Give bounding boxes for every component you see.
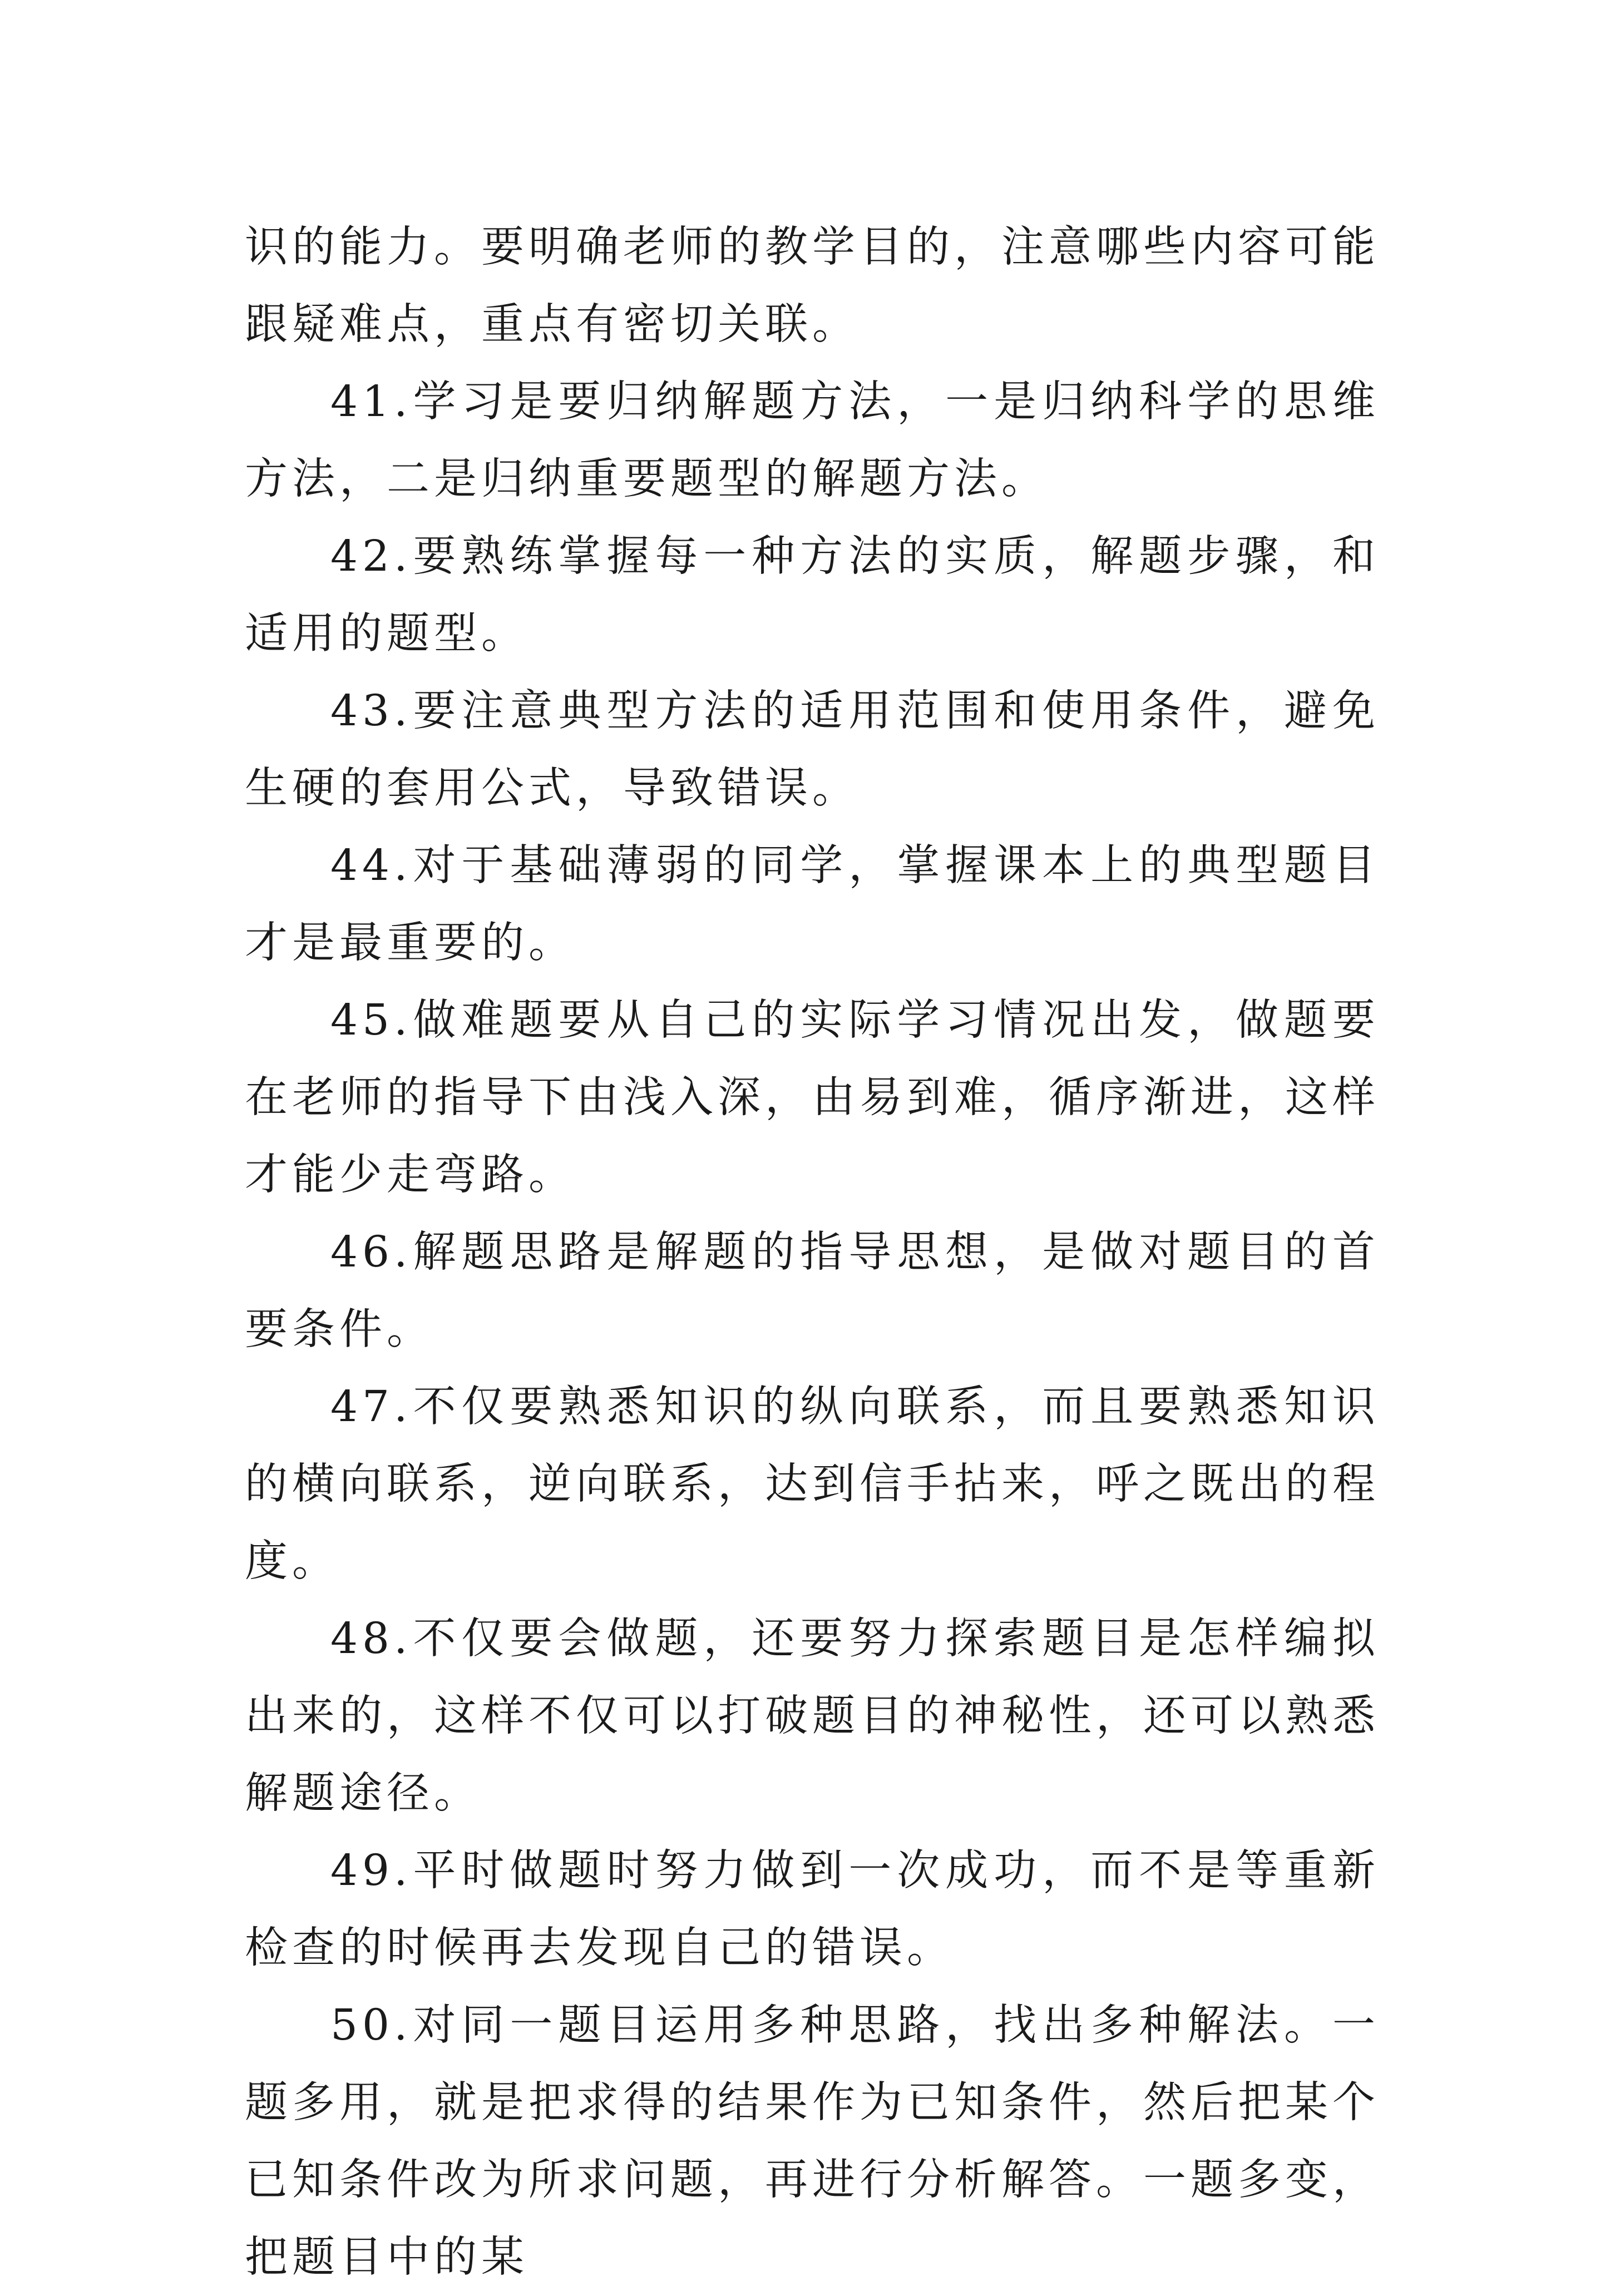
list-item-48 <box>245 1600 1380 1832</box>
item-text: 平时做题时努力做到一次成功，而不是等重新检查的时候再去发现自己的错误。 <box>245 1846 1380 1973</box>
list-item-49 <box>245 1832 1380 1987</box>
item-text: 不仅要会做题，还要努力探索题目是怎样编拟出来的，这样不仅可以打破题目的神秘性，还可以熟悉解题途径。 <box>245 1614 1380 1818</box>
item-text: 不仅要熟悉知识的纵向联系，而且要熟悉知识的横向联系，逆向联系，达到信手拈来，呼之既出的程度。 <box>245 1382 1380 1586</box>
item-number: 42. <box>330 532 412 581</box>
continuation-paragraph: 识的能力。要明确老师的教学目的，注意哪些内容可能跟疑难点，重点有密切关联。 <box>245 222 1380 349</box>
list-item-41 <box>245 363 1380 518</box>
list-item-50 <box>245 1987 1380 2296</box>
item-number: 48. <box>330 1614 412 1664</box>
list-item-45 <box>245 982 1380 1214</box>
item-text: 做难题要从自己的实际学习情况出发，做题要在老师的指导下由浅入深，由易到难，循序渐进，这样才能少走弯路。 <box>245 996 1380 1200</box>
item-text: 学习是要归纳解题方法，一是归纳科学的思维方法，二是归纳重要题型的解题方法。 <box>245 377 1380 504</box>
item-number: 45. <box>330 996 412 1045</box>
item-text: 要熟练掌握每一种方法的实质，解题步骤，和适用的题型。 <box>245 532 1380 659</box>
item-text: 解题思路是解题的指导思想，是做对题目的首要条件。 <box>245 1228 1380 1354</box>
item-number: 41. <box>330 377 412 427</box>
item-number: 50. <box>330 2001 412 2050</box>
item-number: 49. <box>330 1846 412 1896</box>
list-item-42 <box>245 518 1380 672</box>
document-body <box>245 209 1380 2296</box>
item-number: 47. <box>330 1382 412 1432</box>
item-text: 对于基础薄弱的同学，掌握课本上的典型题目才是最重要的。 <box>245 841 1380 968</box>
list-item-43 <box>245 672 1380 827</box>
list-item-46 <box>245 1214 1380 1368</box>
item-text: 对同一题目运用多种思路，找出多种解法。一题多用，就是把求得的结果作为已知条件，然后把某个已知条件改为所求问题，再进行分析解答。一题多变，把题目中的某 <box>245 2001 1380 2282</box>
item-number: 44. <box>330 841 412 890</box>
item-text: 要注意典型方法的适用范围和使用条件，避免生硬的套用公式，导致错误。 <box>245 686 1380 813</box>
item-number: 46. <box>330 1228 412 1277</box>
item-number: 43. <box>330 686 412 736</box>
list-item-44 <box>245 827 1380 982</box>
list-item-47 <box>245 1368 1380 1600</box>
